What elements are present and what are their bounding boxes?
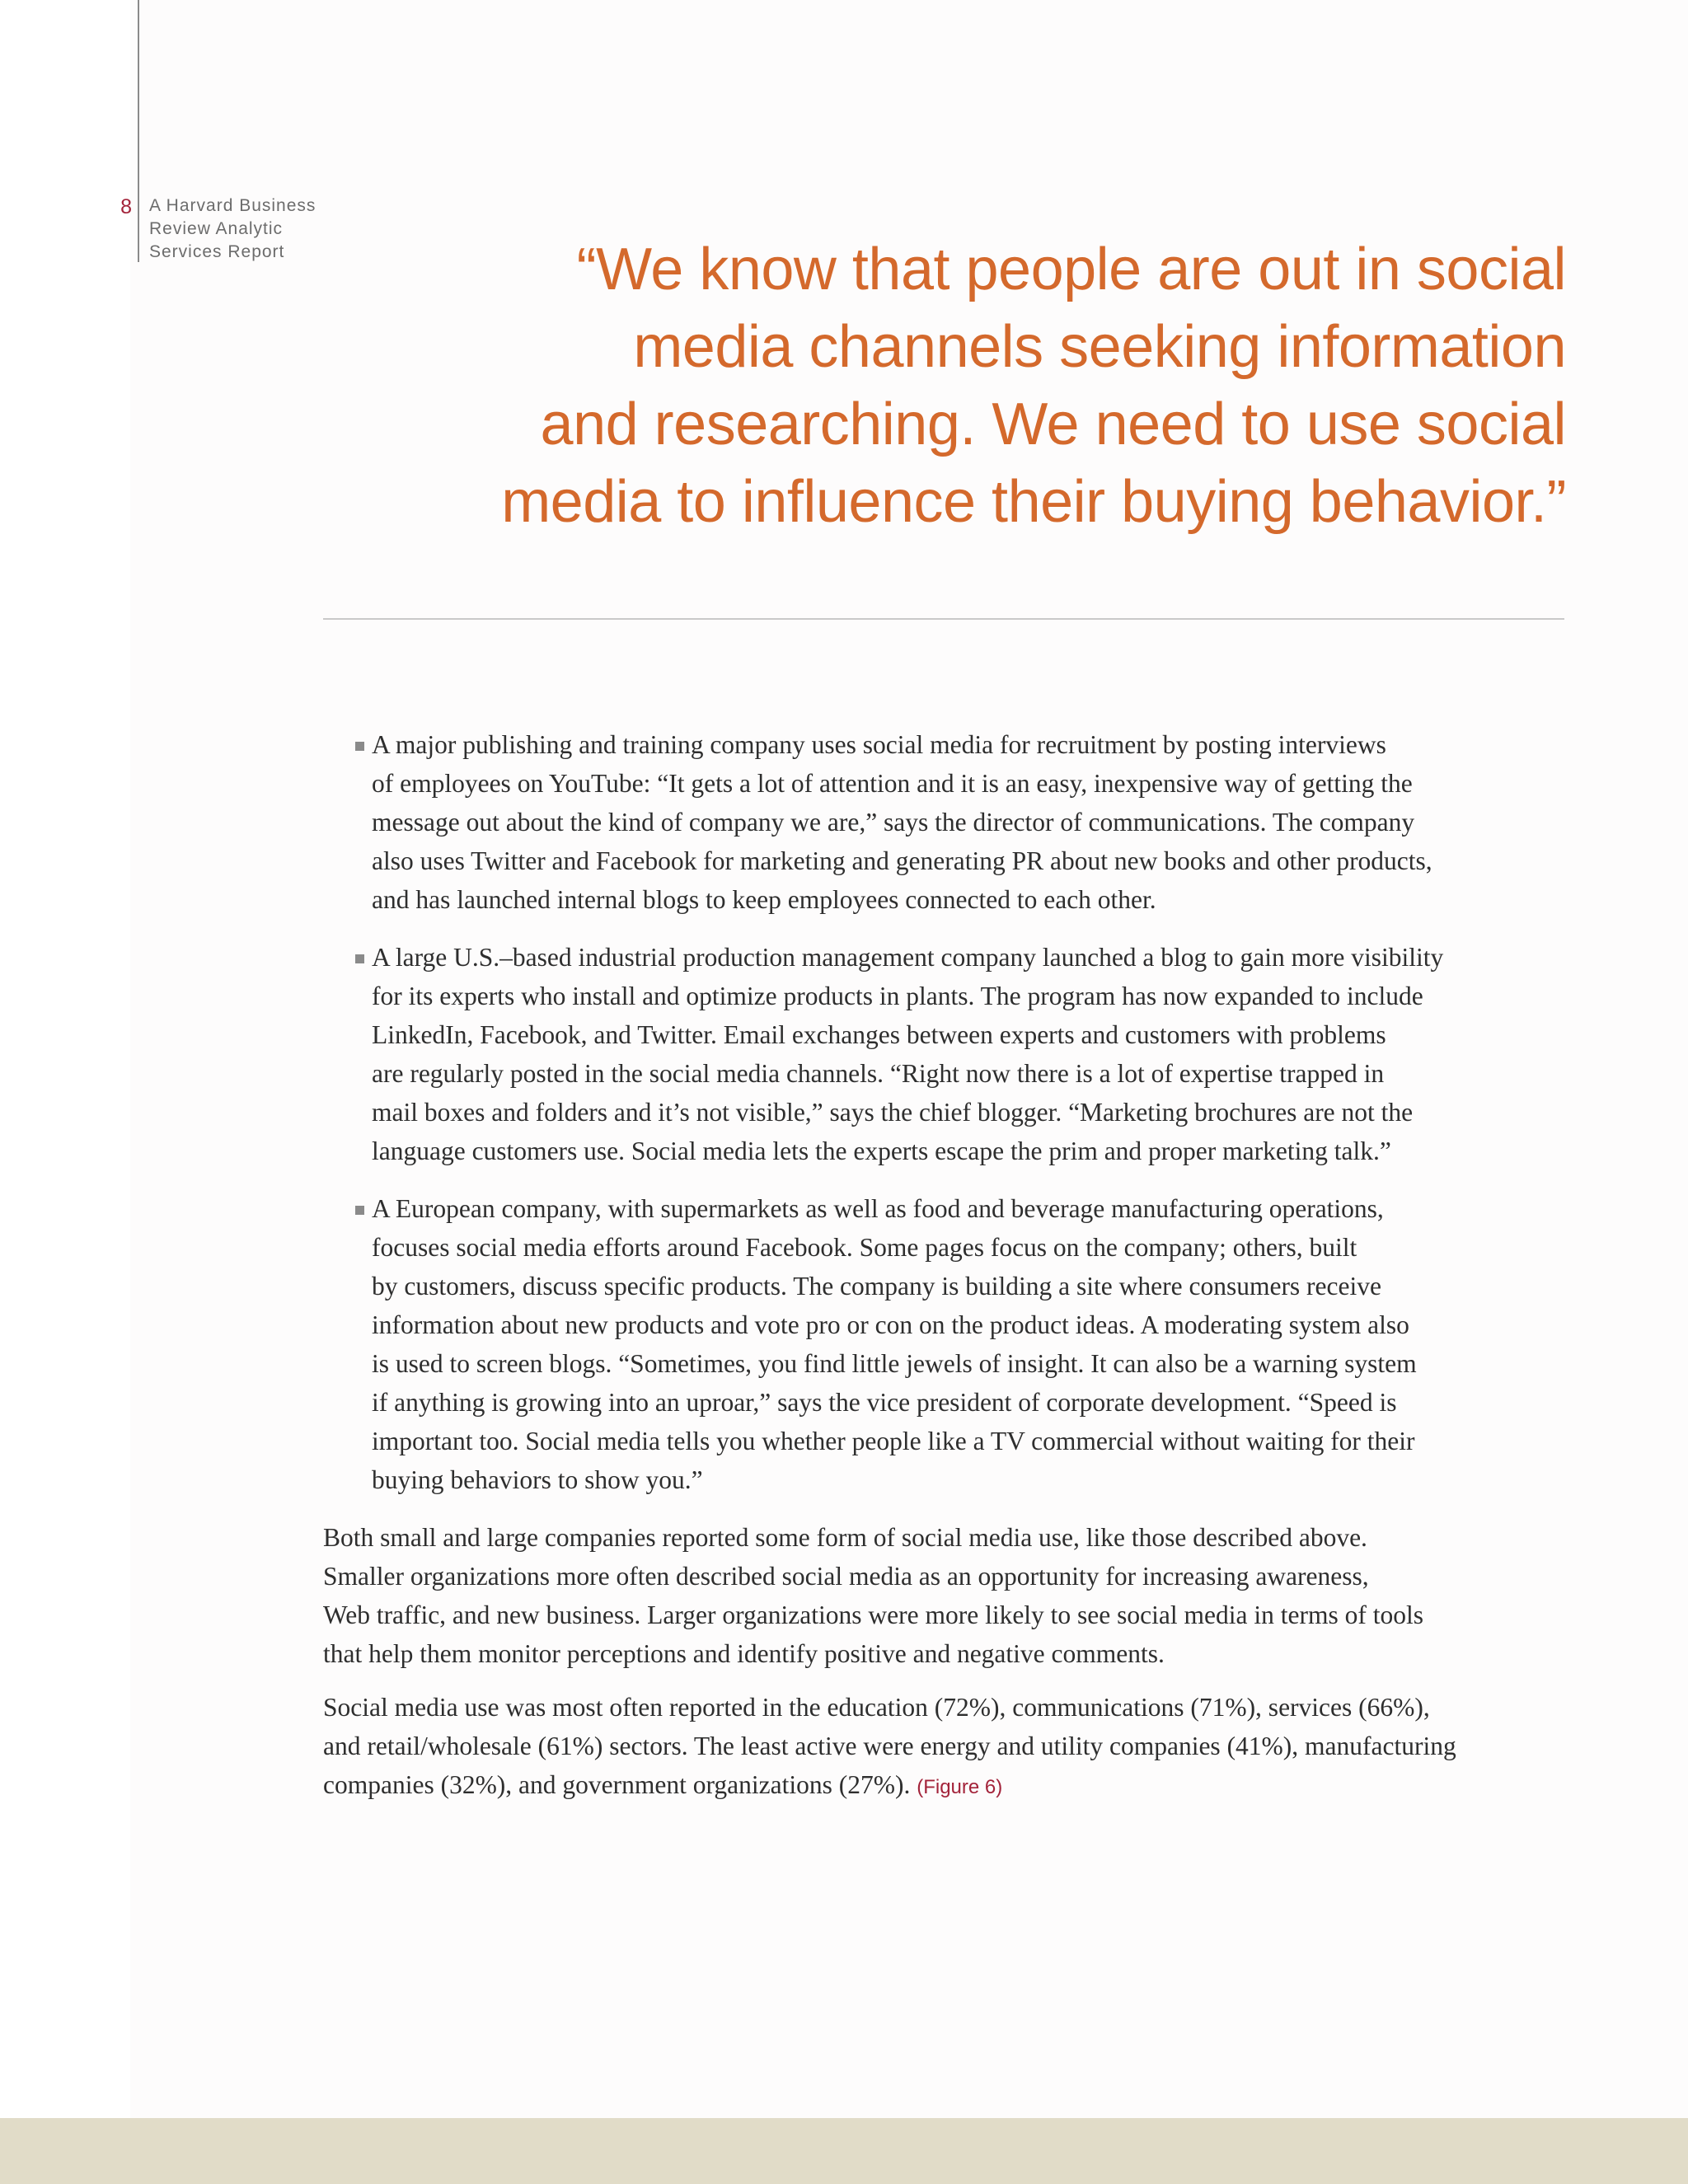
- text-line: Web traffic, and new business. Larger organizations were more likely to see social media in terms of tools: [323, 1601, 1423, 1629]
- list-item: [323, 725, 1568, 919]
- pull-quote-line: and researching. We need to use social: [540, 391, 1566, 457]
- text-line: if anything is growing into an uproar,” says the vice president of corporate development. “Speed is: [372, 1388, 1397, 1417]
- text-line: for its experts who install and optimize products in plants. The program has now expanded to include: [372, 982, 1423, 1010]
- text-line: A large U.S.–based industrial production management company launched a blog to gain more visibility: [372, 943, 1444, 972]
- list-item-text: [372, 725, 1568, 919]
- pull-quote-line: media to influence their buying behavior.”: [501, 469, 1566, 535]
- report-label: [149, 194, 339, 264]
- bullet-square-icon: [355, 954, 364, 963]
- text-line: by customers, discuss specific products. The company is building a site where consumers receive: [372, 1272, 1381, 1301]
- text-line: A European company, with supermarkets as well as food and beverage manufacturing operations,: [372, 1194, 1384, 1223]
- text-line: A major publishing and training company uses social media for recruitment by posting interviews: [372, 730, 1386, 759]
- body-paragraph: [323, 1688, 1568, 1807]
- pull-quote-line: media channels seeking information: [633, 314, 1566, 380]
- report-label-line: A Harvard Business: [149, 196, 316, 215]
- list-item: [323, 1189, 1568, 1499]
- example-list: [323, 725, 1568, 1499]
- text-line: are regularly posted in the social media channels. “Right now there is a lot of expertise trapped in: [372, 1059, 1385, 1088]
- text-line: focuses social media efforts around Facebook. Some pages focus on the company; others, built: [372, 1233, 1357, 1262]
- text-line: message out about the kind of company we are,” says the director of communications. The company: [372, 808, 1415, 837]
- text-line: buying behaviors to show you.”: [372, 1465, 703, 1494]
- text-line: LinkedIn, Facebook, and Twitter. Email exchanges between experts and customers with problems: [372, 1020, 1386, 1049]
- text-line: also uses Twitter and Facebook for marketing and generating PR about new books and other products,: [372, 846, 1432, 875]
- text-line: is used to screen blogs. “Sometimes, you find little jewels of insight. It can also be a warning system: [372, 1349, 1417, 1378]
- pull-quote: [462, 231, 1566, 541]
- list-item-text: [372, 938, 1568, 1170]
- text-line: and retail/wholesale (61%) sectors. The least active were energy and utility companies (41%), manufacturing: [323, 1732, 1456, 1760]
- text-line: Social media use was most often reported in the education (72%), communications (71%), services (66%),: [323, 1693, 1430, 1722]
- footer-band: [0, 2118, 1688, 2184]
- report-label-line: Review Analytic: [149, 219, 284, 238]
- text-line: and has launched internal blogs to keep employees connected to each other.: [372, 885, 1156, 914]
- bullet-square-icon: [355, 742, 364, 751]
- body-content: [323, 725, 1568, 1821]
- text-line: language customers use. Social media lets the experts escape the prim and proper marketing talk.”: [372, 1137, 1391, 1165]
- pull-quote-line: “We know that people are out in social: [576, 237, 1566, 302]
- section-divider: [323, 618, 1564, 620]
- text-line-content: companies (32%), and government organizations (27%).: [323, 1770, 911, 1799]
- text-line: that help them monitor perceptions and identify positive and negative comments.: [323, 1639, 1165, 1668]
- text-line: important too. Social media tells you whether people like a TV commercial without waiting for their: [372, 1427, 1415, 1455]
- report-label-line: Services Report: [149, 242, 285, 261]
- bullet-square-icon: [355, 1206, 364, 1215]
- body-paragraph: [323, 1518, 1568, 1673]
- list-item: [323, 938, 1568, 1170]
- text-line: Smaller organizations more often described social media as an opportunity for increasing awareness,: [323, 1562, 1369, 1591]
- header-divider-line: [138, 0, 139, 262]
- page-number: 8: [120, 195, 132, 218]
- text-line: Both small and large companies reported some form of social media use, like those described above.: [323, 1523, 1367, 1552]
- text-line: of employees on YouTube: “It gets a lot of attention and it is an easy, inexpensive way of getting the: [372, 769, 1413, 798]
- text-line: mail boxes and folders and it’s not visible,” says the chief blogger. “Marketing brochures are not the: [372, 1098, 1414, 1127]
- text-line: information about new products and vote pro or con on the product ideas. A moderating system also: [372, 1310, 1409, 1339]
- list-item-text: [372, 1189, 1568, 1499]
- figure-reference-link[interactable]: (Figure 6): [917, 1776, 1003, 1798]
- text-line: [323, 1765, 1568, 1807]
